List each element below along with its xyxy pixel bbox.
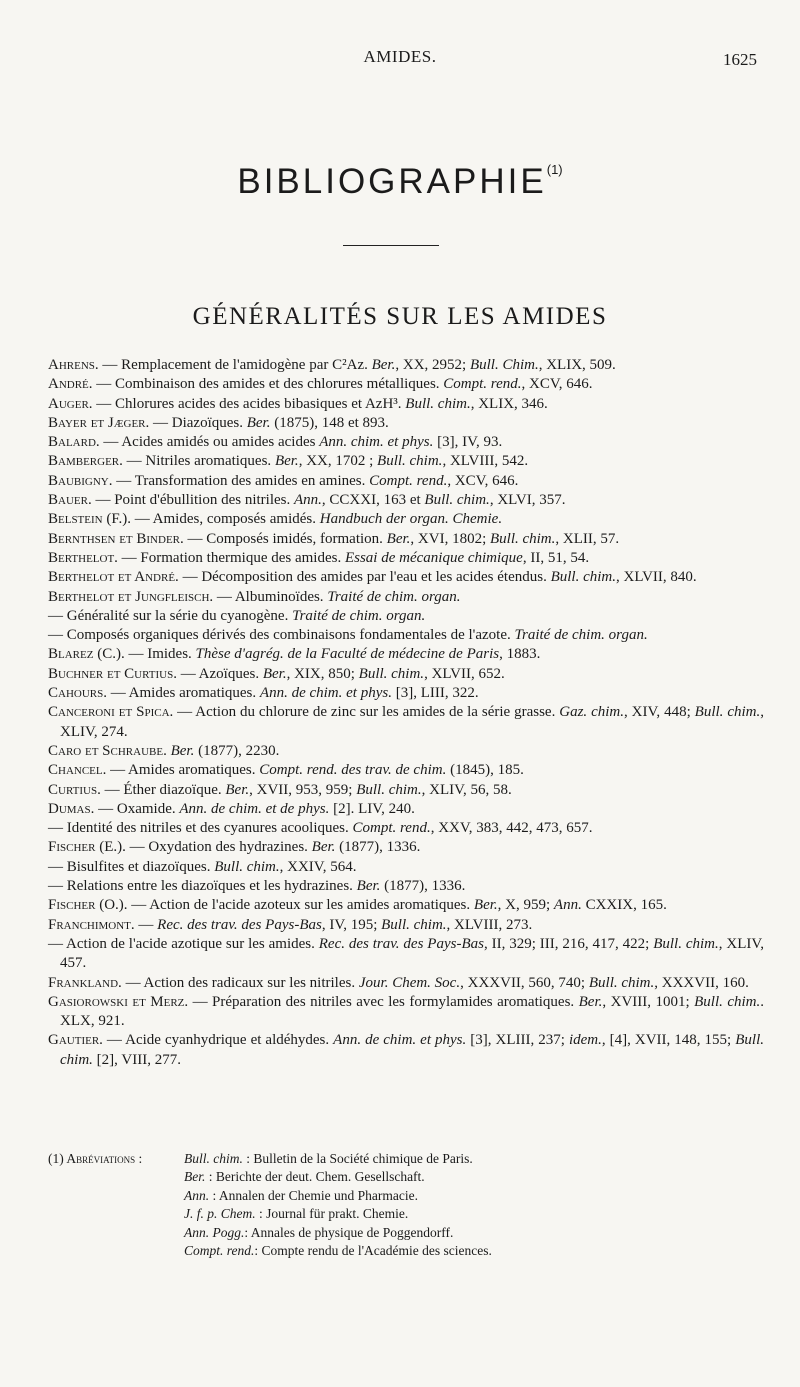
bibliography-entry [48, 819, 764, 838]
entry-source-title: Bull. chim. [653, 935, 719, 952]
entry-source-title: Ber. [262, 665, 287, 682]
entry-author: Buchner et Curtius. [48, 665, 177, 682]
footnote-line [48, 1150, 764, 1168]
entry-reference: , XLIV, 274. [60, 704, 764, 740]
entry-author: Cahours. [48, 685, 107, 702]
entry-author: Belstein (F.). [48, 511, 131, 528]
footnote-line [48, 1242, 764, 1260]
entry-reference: [2]. LIV, 240. [329, 800, 415, 817]
entry-source-title: Ber. [578, 993, 603, 1010]
bibliography-entry [48, 645, 764, 664]
entry-text: — Formation thermique des amides. [117, 549, 345, 566]
bibliography-entry [48, 838, 764, 857]
bibliography-entry [48, 665, 764, 684]
footnote-line [48, 1205, 764, 1223]
title-divider [343, 245, 439, 246]
entry-author: Berthelot. [48, 549, 118, 566]
entry-text: — Action des radicaux sur les nitriles. [121, 974, 359, 991]
entry-author: Ahrens. [48, 357, 99, 373]
entry-source-title: idem. [568, 1032, 602, 1049]
entry-reference: , [4], XVII, 148, 155; [601, 1032, 736, 1049]
entry-source-title: Bull. chim. [356, 781, 422, 798]
entry-author: Balard. [48, 434, 100, 451]
entry-source-title: Ber. [246, 414, 271, 431]
entry-reference: , XXXVII, 560, 740; [460, 974, 589, 991]
entry-reference: (1845), 185. [446, 762, 524, 779]
entry-author: Gasiorowski et Merz. [48, 993, 189, 1010]
abbreviation-meaning: : Annales de physique de Poggendorff. [244, 1224, 454, 1240]
abbreviation: Bull. chim. [184, 1151, 243, 1166]
entry-source-title: Traité de chim. organ. [292, 607, 426, 624]
entry-text: — Acides amidés ou amides acides [99, 434, 320, 451]
footnote-line [48, 1168, 764, 1186]
entry-text: — Éther diazoïque. [100, 781, 226, 798]
entry-reference: , XLIX, 509. [538, 357, 616, 373]
bibliography-entry [48, 626, 764, 645]
entry-source-title: Bull. chim. [381, 916, 447, 933]
entry-reference: , XXIV, 564. [279, 858, 357, 875]
entry-reference: , XIV, 448; [624, 704, 695, 721]
bibliography-entry [48, 974, 764, 993]
entry-reference: , 1883. [499, 646, 541, 663]
bibliography-entry [48, 433, 764, 452]
entry-reference: [3], LIII, 322. [391, 685, 479, 702]
entry-source-title: Bull. chim. [694, 993, 761, 1010]
bibliography-entry [48, 395, 764, 414]
entry-reference: , XVII, 953, 959; [249, 781, 357, 798]
bibliography-entry [48, 742, 764, 761]
entry-text: — Albuminoïdes. [213, 588, 328, 605]
footnote-mark: (1) [546, 162, 563, 177]
footnote-indent [48, 1205, 184, 1223]
footnote-entry [184, 1168, 764, 1186]
entry-text: — Composés imidés, formation. [183, 530, 387, 547]
entry-source-title: Traité de chim. organ. [514, 627, 648, 644]
entry-text: — Relations entre les diazoïques et les hydrazines. [48, 878, 357, 895]
abbreviation-meaning: : Annalen der Chemie und Pharmacie. [209, 1187, 418, 1203]
entry-author: Bayer et Jæger. [48, 414, 150, 431]
entry-source-title: Bull. chim. [377, 453, 443, 470]
bibliography-entry [48, 896, 764, 915]
bibliography-list [48, 356, 764, 1070]
entry-reference: , XLVIII, 273. [446, 916, 533, 933]
entry-source-title: Ber. [473, 897, 498, 914]
bibliography-title-text: BIBLIOGRAPHIE [237, 162, 547, 201]
entry-text: — Amides aromatiques. [107, 685, 260, 702]
entry-author: Auger. [48, 395, 93, 412]
entry-source-title: Traité de chim. organ. [327, 588, 461, 605]
bibliography-entry [48, 549, 764, 568]
entry-reference: , XLVII, 840. [615, 569, 697, 586]
entry-source-title: Bull. Chim. [469, 357, 539, 373]
entry-text: — Préparation des nitriles avec les formylamides aromatiques. [188, 993, 579, 1010]
entry-author: Baubigny. [48, 472, 113, 489]
entry-author: Canceroni et Spica. [48, 704, 174, 721]
entry-text: — Identité des nitriles et des cyanures acooliques. [48, 820, 353, 837]
entry-author: Chancel. [48, 762, 107, 779]
entry-source-title: Ann. chim. et phys. [319, 434, 434, 451]
entry-author: Franchimont. [48, 916, 135, 933]
entry-author: Caro et Schraube. [48, 742, 167, 759]
entry-source-title: Thèse d'agrég. de la Faculté de médecine de Paris [195, 646, 500, 663]
page-number: 1625 [723, 50, 757, 69]
entry-author: Berthelot et Jungfleisch. [48, 588, 214, 605]
entry-source-title: Ann. de chim. et de phys. [179, 800, 330, 817]
entry-reference: , XXXVII, 160. [654, 974, 749, 991]
entry-reference: , XLVII, 652. [424, 665, 505, 682]
entry-source-title: Ber. [274, 453, 299, 470]
entry-reference: , XLIX, 346. [470, 395, 548, 412]
entry-author: Berthelot et André. [48, 569, 179, 586]
section-title: GÉNÉRALITÉS SUR LES AMIDES [192, 303, 608, 330]
entry-source-title: Ann. de chim. et phys. [333, 1032, 467, 1049]
entry-reference: , XVIII, 1001; [602, 993, 695, 1010]
entry-source-title: Jour. Chem. Soc. [358, 974, 461, 991]
bibliography-entry [48, 452, 764, 471]
bibliography-title [0, 162, 800, 202]
entry-text: — Oxamide. [94, 800, 180, 817]
entry-text: — Action de l'acide azoteux sur les amides aromatiques. [127, 897, 474, 914]
entry-text: — [134, 916, 158, 933]
abbreviation: Ber. [184, 1169, 206, 1185]
bibliography-entry [48, 375, 764, 394]
footnote-entry [184, 1187, 764, 1205]
entry-source-title: Bull. chim. [489, 530, 556, 547]
entry-source-title: Bull. chim. [405, 395, 471, 412]
entry-source-title: Bull. chim. [550, 569, 616, 586]
entry-source-title: Handbuch der organ. Chemie. [319, 511, 503, 528]
entry-source-title: Ber. [386, 530, 411, 547]
entry-author: Fischer (E.). [48, 839, 126, 856]
entry-source-title: Bull. chim. [424, 492, 490, 509]
entry-author: Curtius. [48, 781, 101, 798]
entry-reference: , XCV, 646. [447, 472, 519, 489]
entry-text: — Généralité sur la série du cyanogène. [48, 607, 293, 624]
bibliography-entry [48, 414, 764, 433]
page-header [0, 47, 800, 71]
entry-source-title: Essai de mécanique chimique [344, 549, 523, 566]
entry-author: Dumas. [48, 800, 95, 817]
entry-reference: , II, 51, 54. [522, 549, 590, 566]
footnote-line [48, 1187, 764, 1205]
entry-text: — Action de l'acide azotique sur les amides. [48, 935, 319, 952]
entry-reference: (1875), 148 et 893. [270, 414, 389, 431]
entry-text: — Chlorures acides des acides bibasiques et AzH³. [92, 395, 406, 412]
entry-text: — Transformation des amides en amines. [112, 472, 370, 489]
entry-reference: (1877), 1336. [380, 878, 466, 895]
footnote-label: (1) Abréviations : [48, 1151, 143, 1166]
entry-text: — Remplacement de l'amidogène par C²Az. [98, 357, 372, 373]
entry-text: — Décomposition des amides par l'eau et les acides étendus. [178, 569, 551, 586]
bibliography-entry [48, 607, 764, 626]
abbreviation-meaning: : Compte rendu de l'Académie des sciences. [254, 1243, 492, 1259]
bibliography-entry [48, 935, 764, 974]
footnote-line [48, 1224, 764, 1242]
entry-source-title: Rec. des trav. des Pays-Bas [318, 935, 484, 952]
entry-author: Bamberger. [48, 453, 123, 470]
entry-text: — Point d'ébullition des nitriles. [91, 492, 294, 509]
bibliography-entry [48, 916, 764, 935]
entry-reference: [3], IV, 93. [433, 434, 503, 451]
entry-source-title: Ber. [311, 839, 336, 856]
entry-source-title: Rec. des trav. des Pays-Bas [157, 916, 322, 933]
bibliography-entry [48, 356, 764, 375]
entry-reference: , X, 959; [497, 897, 554, 914]
entry-text: — Acide cyanhydrique et aldéhydes. [102, 1032, 334, 1049]
entry-text: — Nitriles aromatiques. [122, 453, 275, 470]
entry-text: — Azoïques. [177, 665, 263, 682]
entry-text: — Bisulfites et diazoïques. [48, 858, 215, 875]
abbreviation: J. f. p. Chem. [184, 1206, 256, 1222]
bibliography-entry [48, 568, 764, 587]
abbreviation-meaning: : Berichte der deut. Chem. Gesellschaft. [205, 1169, 425, 1185]
entry-reference: , XLIV, 457. [60, 935, 765, 972]
bibliography-entry [48, 491, 764, 510]
entry-text: — Action du chlorure de zinc sur les amides de la série grasse. [173, 704, 560, 721]
entry-reference: , XLIV, 56, 58. [421, 781, 512, 798]
entry-reference: , CCXXI, 163 et [321, 492, 425, 509]
entry-source-title: Ber. [225, 781, 250, 798]
abbreviation: Compt. rend. [184, 1243, 255, 1259]
entry-source-title: Bull. chim. [214, 858, 280, 875]
entry-reference: , IV, 195; [321, 916, 382, 933]
bibliography-entry [48, 588, 764, 607]
entry-author: Bauer. [48, 492, 92, 509]
bibliography-entry [48, 877, 764, 896]
bibliography-entry [48, 993, 764, 1032]
entry-reference: (1877), 2230. [194, 742, 280, 759]
entry-author: André. [48, 376, 93, 393]
abbreviation: Ann. [184, 1187, 210, 1203]
bibliography-entry [48, 472, 764, 491]
abbreviation-meaning: : Bulletin de la Société chimique de Paris. [242, 1151, 473, 1166]
footnote-indent [48, 1224, 184, 1242]
abbreviation-meaning: : Journal für prakt. Chemie. [255, 1206, 409, 1222]
bibliography-entry [48, 781, 764, 800]
entry-source-title: Bull. chim. [694, 704, 761, 721]
entry-author: Fischer (O.). [48, 897, 128, 914]
bibliography-entry [48, 510, 764, 529]
footnote-indent [48, 1242, 184, 1260]
bibliography-entry [48, 684, 764, 703]
entry-source-title: Compt. rend. des trav. de chim. [259, 762, 447, 779]
entry-text: — Amides aromatiques. [106, 762, 260, 779]
entry-source-title: Ber. [356, 878, 381, 895]
entry-source-title: Compt. rend. [369, 472, 448, 489]
bibliography-entry [48, 703, 764, 742]
entry-author: Bernthsen et Binder. [48, 530, 184, 547]
entry-reference: [2], VIII, 277. [92, 1051, 181, 1068]
entry-source-title: Bull. chim. [358, 665, 425, 682]
footnote-indent [48, 1168, 184, 1186]
entry-reference: , XX, 2952; [395, 357, 470, 373]
entry-text: — Imides. [124, 646, 196, 663]
entry-source-title: Bull. chim. [60, 1032, 764, 1068]
entry-reference: [3], XLIII, 237; [466, 1032, 569, 1049]
entry-source-title: Ann. de chim. et phys. [259, 685, 392, 702]
footnote-entry [184, 1224, 764, 1242]
running-title: AMIDES. [363, 47, 437, 66]
footnote-entry [184, 1205, 764, 1223]
footnote-entry [184, 1150, 764, 1168]
bibliography-entry [48, 530, 764, 549]
bibliography-entry [48, 1031, 764, 1070]
footnote-entry [184, 1242, 764, 1260]
entry-text: — Diazoïques. [149, 414, 247, 431]
bibliography-entry [48, 761, 764, 780]
entry-reference: , XLVIII, 542. [442, 453, 529, 470]
entry-source-title: Compt. rend. [443, 376, 522, 393]
footnote-indent [48, 1187, 184, 1205]
entry-reference: , II, 329; III, 216, 417, 422; [483, 935, 654, 952]
entry-reference: , XXV, 383, 442, 473, 657. [430, 820, 593, 837]
entry-reference: , XX, 1702 ; [298, 453, 378, 470]
entry-author: Frankland. [48, 974, 122, 991]
entry-text: — Oxydation des hydrazines. [125, 839, 312, 856]
bibliography-entry [48, 858, 764, 877]
entry-author: Gautier. [48, 1032, 103, 1049]
entry-reference: , XLII, 57. [555, 530, 620, 547]
entry-text: — Composés organiques dérivés des combinaisons fondamentales de l'azote. [48, 627, 515, 644]
entry-reference: , XIX, 850; [286, 665, 359, 682]
entry-source-title: Ann. [293, 492, 322, 509]
bibliography-entry [48, 800, 764, 819]
entry-reference: . XLX, 921. [60, 993, 764, 1030]
entry-source-title: Compt. rend. [352, 820, 431, 837]
entry-reference: , XCV, 646. [521, 376, 593, 393]
entry-reference: (1877), 1336. [335, 839, 421, 856]
entry-text: — Combinaison des amides et des chlorures métalliques. [92, 376, 444, 393]
entry-reference: , XLVI, 357. [489, 492, 566, 509]
entry-text: — Amides, composés amidés. [131, 511, 320, 528]
abbreviation: Ann. Pogg. [184, 1224, 245, 1240]
entry-source-title: Gaz. chim. [559, 704, 624, 721]
entry-source-title: Ber. [170, 742, 195, 759]
entry-source-title: Bull. chim. [588, 974, 655, 991]
entry-source-title: Ann. [553, 897, 582, 914]
entry-author: Blarez (C.). [48, 646, 125, 663]
entry-reference: CXXIX, 165. [581, 897, 667, 914]
entry-source-title: Ber. [371, 357, 396, 373]
footnote-abbreviations [48, 1150, 764, 1260]
entry-reference: , XVI, 1802; [410, 530, 490, 547]
